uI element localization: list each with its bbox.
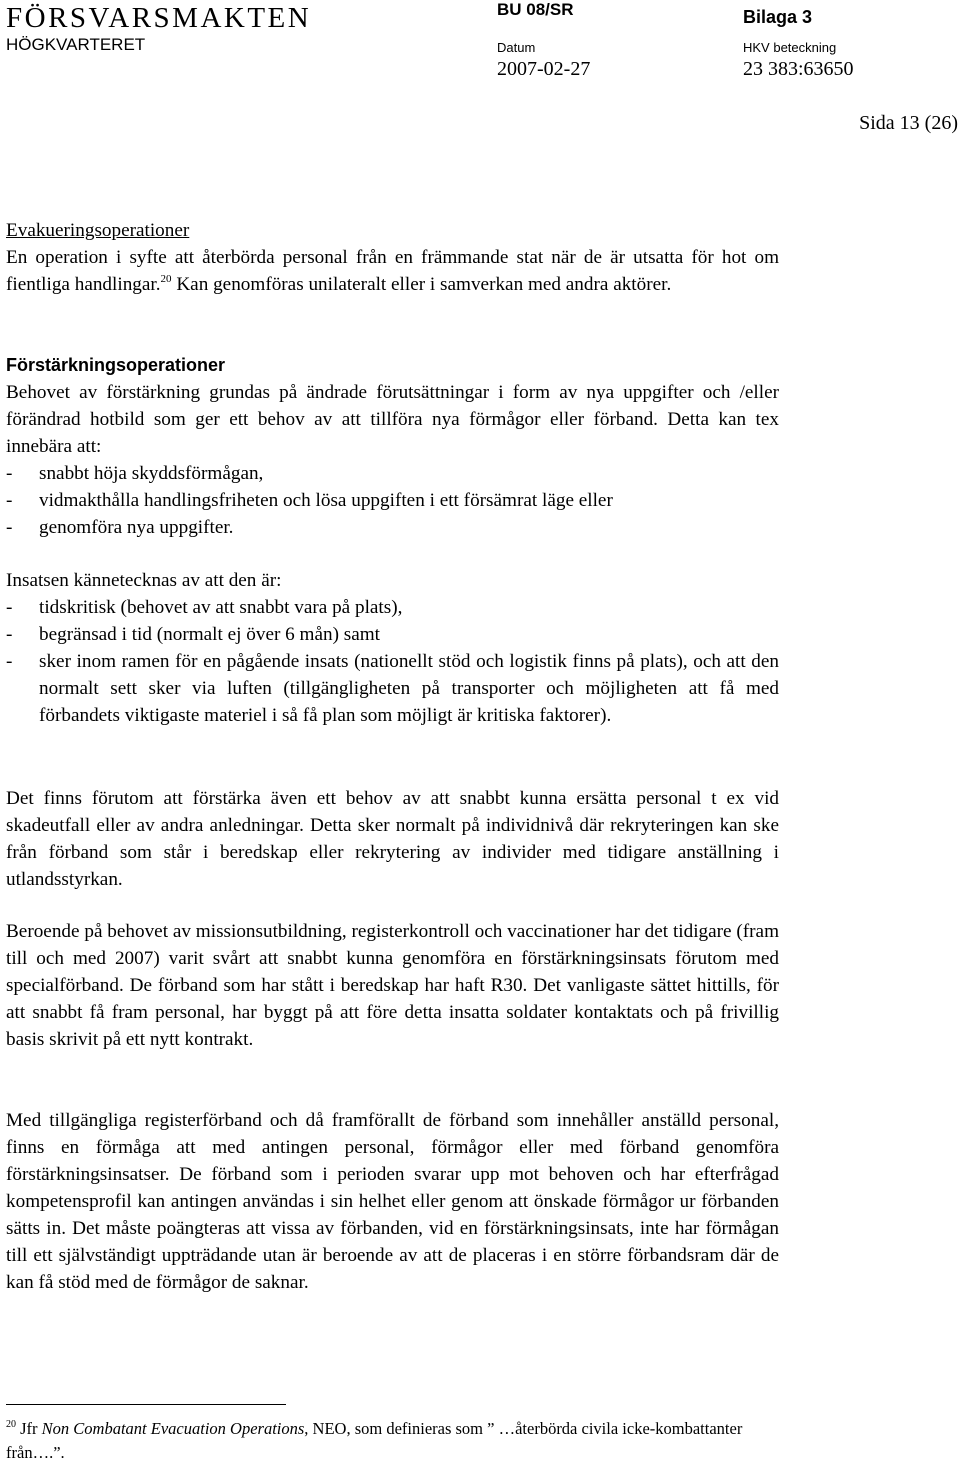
page-number: Sida 13 (26) [859,112,958,134]
designation-value: 23 383:63650 [743,58,854,80]
designation-label: HKV beteckning [743,40,837,55]
footnote-divider [6,1404,286,1405]
paragraph-register-units: Med tillgängliga registerförband och då framförallt de förband som innehåller anställd personal, finns en förmåga att med antingen personal, förmågor eller med förband genomföra förstärkningsinsatser. De förband som i perioden svarar upp mot behoven och har efterfrågad kompetensprofil kan antingen användas i sin helhet eller genom att önskade förmågor ur förbanden sätts in. Det måste poängteras att vissa av förbanden, vid en förstärkningsinsats, inte har förmågan till ett självständigt uppträdande utan är beroende av att de placeras i en större förbandsram där de kan få stöd med de förmågor de saknar. [6,1110,779,1293]
footnote-ref: 20 [160,273,172,285]
section-evacuation [6,217,779,298]
list-item: - tidskritisk (behovet av att snabbt vara på plats), [6,597,403,618]
paragraph-readiness: Beroende på behovet av missionsutbildning, registerkontroll och vaccinationer har det tidigare (fram till och med 2007) varit svårt att snabbt kunna genomföra en förstärkningsinsats förutom med specialförband. De förband som har stått i beredskap har haft R30. Det vanligaste sättet hittills, för att snabbt få fram personal, har byggt på att före detta insatta soldater kontaktats och på frivillig basis skrivit på ett nytt kontrakt. [6,921,779,1050]
footnote-text-b: , NEO, som definieras som ” …återbörda civila icke-kombattanter från….”. [6,1419,743,1462]
list-item: - snabbt höja skyddsförmågan, [6,463,264,484]
list-item: - genomföra nya uppgifter. [6,517,234,538]
list-item-text: genomföra nya uppgifter. [39,517,234,538]
evacuation-text-b: Kan genomföras unilateralt eller i samverkan med andra aktörer. [171,274,672,295]
footnote-number: 20 [6,1419,16,1430]
list-item: - sker inom ramen för en pågående insats (nationellt stöd och logistik finns på plats), och att den normalt sett sker via luften (tillgängligheten på transporter och möjligheten att få med förbandets viktigaste materiel i så få plan som möjligt är kritiska faktorer). [6,651,779,726]
list-item: - begränsad i tid (normalt ej över 6 mån) samt [6,624,381,645]
reinforcement-heading: Förstärkningsoperationer [6,355,226,375]
section-characteristics [6,567,779,729]
reinforcement-text: Behovet av förstärkning grundas på ändrade förutsättningar i form av nya uppgifter och /eller förändrad hotbild som ger ett behov av att tillföra nya förmågor eller förband. Detta kan tex innebära att: [6,382,779,457]
organization-name: FÖRSVARSMAKTEN [6,2,312,34]
paragraph-replacement: Det finns förutom att förstärka även ett behov av att snabbt kunna ersätta personal t ex vid skadeutfall eller av andra anledningar. Detta sker normalt på individnivå där rekryteringen kan ske från förband som står i beredskap eller rekrytering av individer med tidigare anställning i utlandsstyrkan. [6,788,779,890]
evacuation-heading: Evakueringsoperationer [6,220,190,241]
list-item: - vidmakthålla handlingsfriheten och lösa uppgiften i ett försämrat läge eller [6,490,613,511]
list-item-text: vidmakthålla handlingsfriheten och lösa uppgiften i ett försämrat läge eller [39,490,613,511]
footnote-text-a: Jfr [16,1419,42,1438]
section-reinforcement [6,352,779,541]
unit-name: HÖGKVARTERET [6,35,146,54]
footnote [6,1417,776,1465]
evacuation-text-a: En operation i syfte att återbörda personal från en främmande stat när de är utsatta för hot om fientliga handlingar. [6,247,779,295]
list-item-text: begränsad i tid (normalt ej över 6 mån) samt [39,624,381,645]
date-value: 2007-02-27 [497,58,591,80]
list-item-text: snabbt höja skyddsförmågan, [39,463,264,484]
characteristics-intro: Insatsen kännetecknas av att den är: [6,570,282,591]
list-item-text: tidskritisk (behovet av att snabbt vara på plats), [39,597,403,618]
document-reference: BU 08/SR [497,0,574,19]
date-label: Datum [497,40,536,55]
evacuation-text [6,244,779,298]
list-item-text: sker inom ramen för en pågående insats (nationellt stöd och logistik finns på plats), och att den normalt sett sker via luften (tillgängligheten på transporter och möjligheten att få med förbandets viktigaste materiel i så få plan som möjligt är kritiska faktorer). [39,651,779,726]
footnote-italic: Non Combatant Evacuation Operations [41,1419,305,1438]
appendix-label: Bilaga 3 [743,7,813,27]
